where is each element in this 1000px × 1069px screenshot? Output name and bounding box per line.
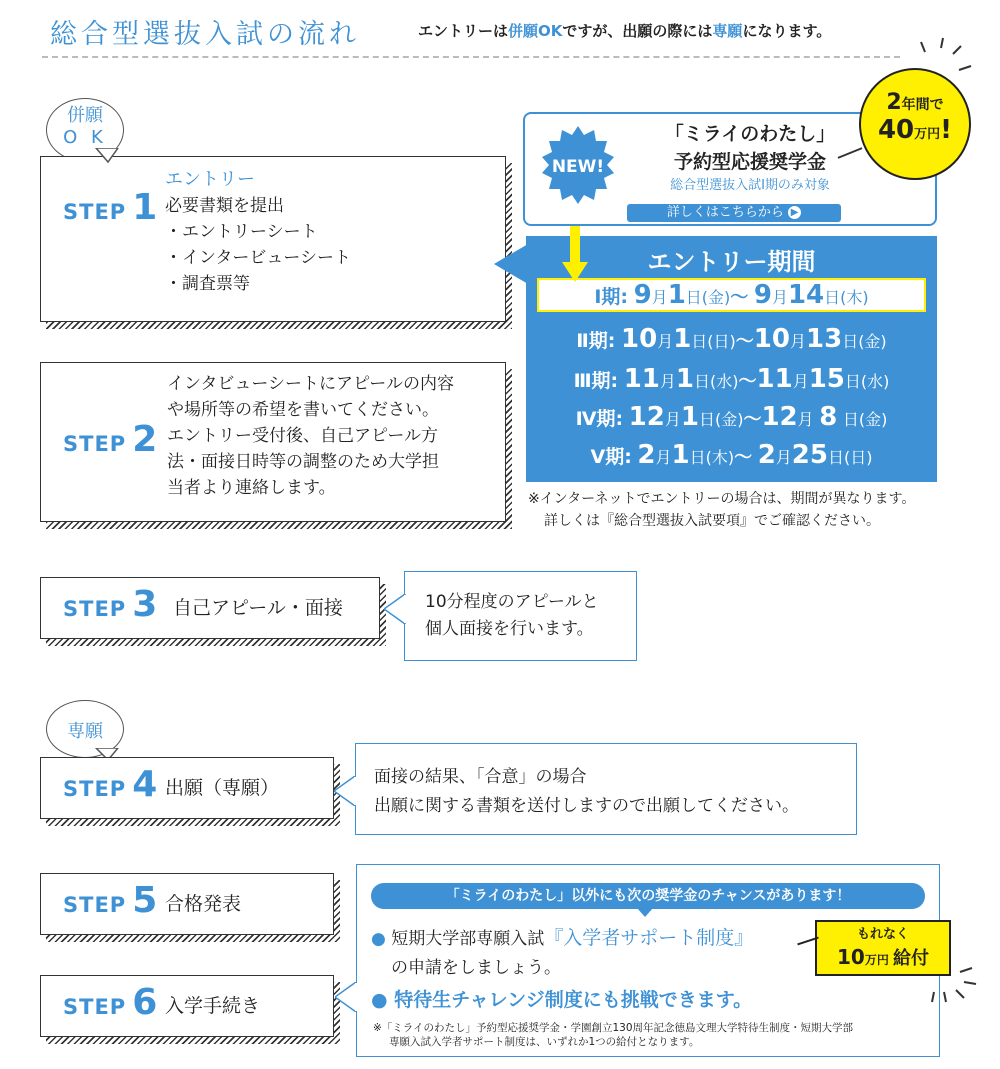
sengan-bubble: 専願 xyxy=(46,700,124,758)
chance-item-2: ● 特待生チャレンジ制度にも挑戦できます。 xyxy=(371,989,753,1011)
chevron-right-circle-icon: ▶ xyxy=(788,206,801,219)
header-divider xyxy=(42,56,900,58)
period-row-1: Ⅰ期: 9月1日(金)〜 9月14日(木) xyxy=(594,280,869,310)
step3-title: 自己アピール・面接 xyxy=(173,597,343,619)
step3-note-box: 10分程度のアピールと 個人面接を行います。 xyxy=(404,571,637,661)
step2-card xyxy=(40,362,506,522)
period-row-4: Ⅳ期: 12月1日(金)〜12月 8 日(金) xyxy=(575,402,888,432)
panel-pointer xyxy=(494,244,528,284)
new-badge-text: NEW! xyxy=(551,157,605,177)
badge-accent-lines-icon xyxy=(920,960,992,1004)
step1-card xyxy=(40,156,506,322)
new-badge-icon xyxy=(537,124,619,206)
bullet-icon: ● xyxy=(371,929,386,949)
step2-content: インタビューシートにアピールの内容 や場所等の希望を書いてください。 エントリー受付後、自己アピール方 法・面接日時等の調整のため大学担 当者より連絡します。 xyxy=(167,374,454,498)
page-header xyxy=(50,12,950,50)
page-title: 総合型選抜入試の流れ xyxy=(50,19,360,50)
step4-note-box: 面接の結果、「合意」の場合 出願に関する書類を送付しますので出願してください。 xyxy=(355,743,857,835)
period-row-5: Ⅴ期: 2月1日(木)〜 2月25日(日) xyxy=(590,440,873,470)
step2-label: STEP 2 xyxy=(63,419,158,460)
step4-title: 出願（専願） xyxy=(165,777,280,799)
step6-title: 入学手続き xyxy=(165,995,261,1017)
step4-card xyxy=(40,757,334,819)
step5-title: 合格発表 xyxy=(165,893,242,915)
banner-tail xyxy=(637,908,653,918)
chance-item-1-cont: の申請をしましょう。 xyxy=(391,958,561,978)
step1-content: エントリー 必要書類を提出 ・エントリーシート ・インタービューシート ・調査票等 xyxy=(165,169,351,294)
period-row-2: Ⅱ期: 10月1日(日)〜10月13日(金) xyxy=(576,324,887,354)
heigan-ok-bubble: 併願 O K xyxy=(46,98,124,162)
chance-note-tail xyxy=(335,982,357,1012)
step6-card xyxy=(40,975,334,1037)
step3-note-tail xyxy=(384,594,406,624)
award-burst: 2年間で 40万円! xyxy=(859,68,971,180)
step6-label: STEP 6 xyxy=(63,982,158,1023)
benefit-badge: もれなく 10万円 給付 xyxy=(815,920,951,976)
step3-label: STEP 3 xyxy=(63,584,158,625)
step5-label: STEP 5 xyxy=(63,880,158,921)
step4-note-tail xyxy=(334,776,356,806)
chance-item-1: ● 短期大学部専願入試『入学者サポート制度』 xyxy=(371,927,754,949)
scholarship-link-button[interactable]: 詳しくはこちらから ▶ xyxy=(627,204,841,222)
step4-label: STEP 4 xyxy=(63,764,158,805)
chance-banner: 「ミライのわたし」以外にも次の奨学金のチャンスがあります！ xyxy=(371,883,925,909)
scholarship-name: 「ミライのわたし」 予約型応援奨学金 総合型選抜入試Ⅰ期のみ対象 xyxy=(664,123,836,193)
chance-note: ※「ミライのわたし」予約型応援奨学金・学園創立130周年記念徳島文理大学特待生制度・短期大学部 専願入試入学者サポート制度は、いずれか1つの給付となります。 xyxy=(373,1022,854,1048)
entry-period-title: エントリー期間 xyxy=(647,248,816,276)
bullet-icon: ● xyxy=(371,989,388,1011)
step5-card xyxy=(40,873,334,935)
step3-card xyxy=(40,577,380,639)
period-row-3: Ⅲ期: 11月1日(水)〜11月15日(水) xyxy=(573,364,890,394)
page-subtitle: エントリーは併願OKですが、出願の際には専願になります。 xyxy=(418,22,832,40)
entry-period-note: ※インターネットでエントリーの場合は、期間が異なります。 詳しくは『総合型選抜入試要項』でご確認ください。 xyxy=(528,491,916,529)
step1-label: STEP 1 xyxy=(63,187,158,228)
bubble1-tail xyxy=(92,148,132,168)
yellow-down-arrow-icon xyxy=(562,226,588,284)
